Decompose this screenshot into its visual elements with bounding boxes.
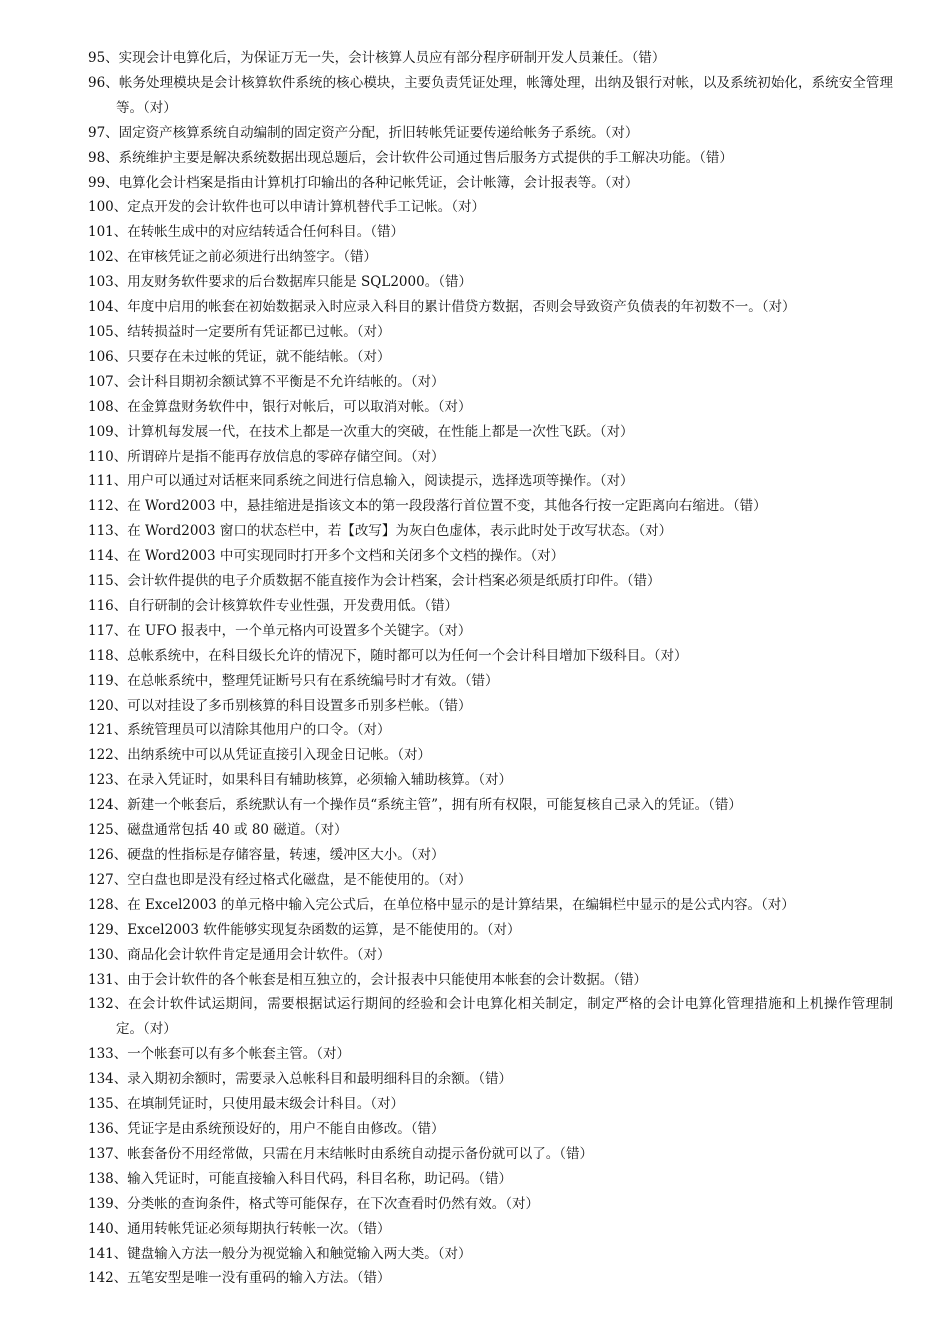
question-item: 121、系统管理员可以清除其他用户的口令。（对） (88, 722, 391, 739)
question-item: 134、录入期初余额时，需要录入总帐科目和最明细科目的余额。（错） (88, 1071, 513, 1088)
question-item: 95、实现会计电算化后，为保证万无一失，会计核算人员应有部分程序研制开发人员兼任。（错） (88, 50, 666, 66)
question-item: 117、在 UFO 报表中，一个单元格内可设置多个关键字。（对） (88, 622, 472, 639)
question-item: 113、在 Word2003 窗口的状态栏中，若【改写】为灰白色虚体，表示此时处于改写状态。（对） (88, 523, 673, 540)
question-item: 103、用友财务软件要求的后台数据库只能是 SQL2000。（错） (88, 274, 472, 291)
question-item: 137、帐套备份不用经常做，只需在月末结帐时由系统自动提示备份就可以了。（错） (88, 1145, 594, 1162)
question-item: 106、只要存在未过帐的凭证，就不能结帐。（对） (88, 348, 391, 365)
question-item: 108、在金算盘财务软件中，银行对帐后，可以取消对帐。（对） (88, 398, 472, 415)
question-item: 98、系统维护主要是解决系统数据出现总题后，会计软件公司通过售后服务方式提供的手工解决功能。（错） (88, 149, 733, 166)
question-item: 109、计算机每发展一代，在技术上都是一次重大的突破，在性能上都是一次性飞跃。（对） (88, 423, 634, 440)
question-item: 141、键盘输入方法一般分为视觉输入和触觉输入两大类。（对） (88, 1245, 472, 1262)
question-item: 125、磁盘通常包括 40 或 80 磁道。（对） (88, 822, 348, 839)
question-item: 119、在总帐系统中，整理凭证断号只有在系统编号时才有效。（错） (88, 672, 499, 689)
question-item: 100、定点开发的会计软件也可以申请计算机替代手工记帐。（对） (88, 199, 486, 216)
question-item: 123、在录入凭证时，如果科目有辅助核算，必须输入辅助核算。（对） (88, 772, 513, 789)
question-item: 102、在审核凭证之前必须进行出纳签字。（错） (88, 249, 378, 266)
question-item: 127、空白盘也即是没有经过格式化磁盘，是不能使用的。（对） (88, 871, 472, 888)
question-item: 132、在会计软件试运期间，需要根据试运行期间的经验和会计电算化相关制定，制定严格的会计电算化管理措施和上机操作管理制定。（对） (88, 996, 893, 1038)
question-item: 124、新建一个帐套后，系统默认有一个操作员“系统主管”，拥有所有权限，可能复核自己录入的凭证。（错） (88, 797, 742, 814)
question-item: 138、输入凭证时，可能直接输入科目代码，科目名称，助记码。（错） (88, 1170, 513, 1187)
question-item: 111、用户可以通过对话框来同系统之间进行信息输入，阅读提示，选择选项等操作。（对） (88, 473, 634, 490)
question-item: 116、自行研制的会计核算软件专业性强，开发费用低。（错） (88, 597, 459, 614)
question-item: 130、商品化会计软件肯定是通用会计软件。（对） (88, 946, 391, 963)
question-item: 114、在 Word2003 中可实现同时打开多个文档和关闭多个文档的操作。（对） (88, 548, 565, 565)
question-item: 96、帐务处理模块是会计核算软件系统的核心模块，主要负责凭证处理，帐簿处理，出纳及银行对帐，以及系统初始化，系统安全管理等。（对） (88, 74, 893, 116)
question-item: 112、在 Word2003 中，悬挂缩进是指该文本的第一段段落行首位置不变，其他各行按一定距离向右缩进。（错） (88, 498, 767, 515)
true-false-question-list (88, 46, 893, 1291)
question-item: 136、凭证字是由系统预设好的，用户不能自由修改。（错） (88, 1120, 445, 1137)
question-item: 104、年度中启用的帐套在初始数据录入时应录入科目的累计借贷方数据，否则会导致资产负债表的年初数不一。（对） (88, 299, 796, 316)
question-item: 120、可以对挂设了多币别核算的科目设置多币别多栏帐。（错） (88, 697, 472, 714)
question-item: 105、结转损益时一定要所有凭证都已过帐。（对） (88, 323, 391, 340)
question-item: 139、分类帐的查询条件，格式等可能保存，在下次查看时仍然有效。（对） (88, 1195, 540, 1212)
question-item: 131、由于会计软件的各个帐套是相互独立的，会计报表中只能使用本帐套的会计数据。（错） (88, 971, 648, 988)
question-item: 142、五笔安型是唯一没有重码的输入方法。（错） (88, 1270, 391, 1287)
question-item: 99、电算化会计档案是指由计算机打印输出的各种记帐凭证，会计帐簿，会计报表等。（对） (88, 174, 639, 191)
question-item: 129、Excel2003 软件能够实现复杂函数的运算，是不能使用的。（对） (88, 921, 521, 938)
question-item: 133、一个帐套可以有多个帐套主管。（对） (88, 1046, 351, 1063)
question-item: 126、硬盘的性指标是存储容量，转速，缓冲区大小。（对） (88, 847, 445, 863)
question-item: 101、在转帐生成中的对应结转适合任何科目。（错） (88, 224, 405, 241)
question-item: 118、总帐系统中，在科目级长允许的情况下，随时都可以为任何一个会计科目增加下级科目。（对） (88, 647, 688, 664)
question-item: 122、出纳系统中可以从凭证直接引入现金日记帐。（对） (88, 747, 432, 764)
question-item: 110、所谓碎片是指不能再存放信息的零碎存储空间。（对） (88, 448, 445, 465)
question-item: 135、在填制凭证时，只使用最末级会计科目。（对） (88, 1096, 405, 1113)
question-item: 140、通用转帐凭证必须每期执行转帐一次。（错） (88, 1220, 391, 1237)
question-item: 115、会计软件提供的电子介质数据不能直接作为会计档案，会计档案必须是纸质打印件。（错） (88, 573, 661, 590)
question-item: 107、会计科目期初余额试算不平衡是不允许结帐的。（对） (88, 373, 445, 390)
question-item: 128、在 Excel2003 的单元格中输入完公式后，在单位格中显示的是计算结果，在编辑栏中显示的是公式内容。（对） (88, 896, 795, 913)
question-item: 97、固定资产核算系统自动编制的固定资产分配，折旧转帐凭证要传递给帐务子系统。（对） (88, 124, 639, 141)
